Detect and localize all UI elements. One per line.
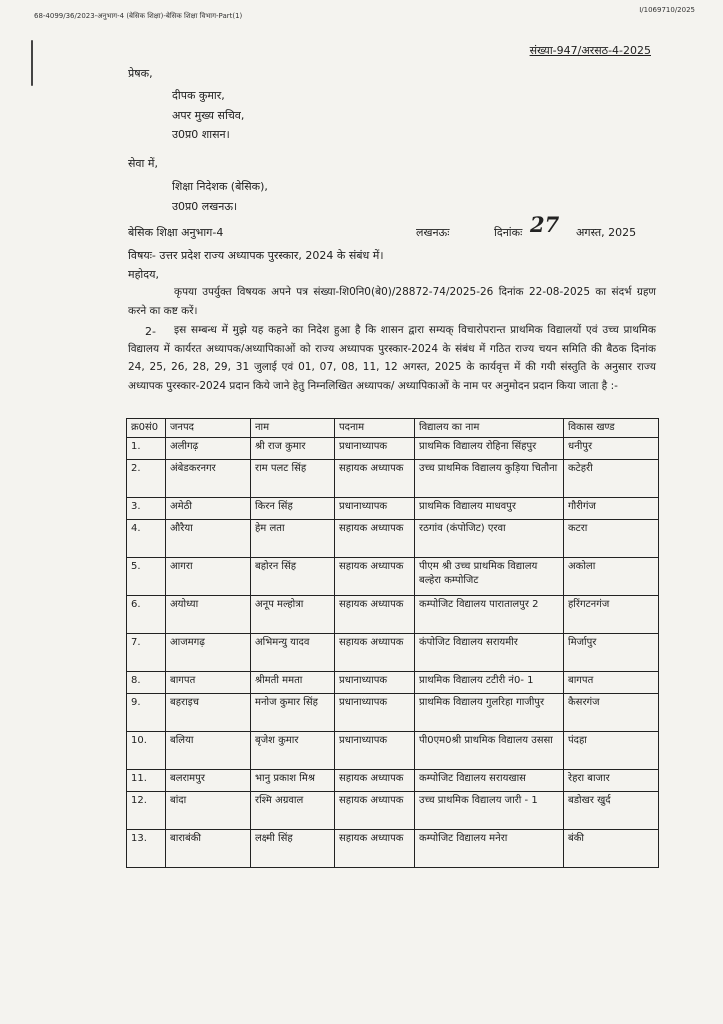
school-cell: कम्पोजिट विद्यालय सरायखास — [415, 770, 564, 792]
school-cell: उच्च प्राथमिक विद्यालय कुड़िया चितौना — [415, 460, 564, 498]
school-cell: प्राथमिक विद्यालय टटीरी नं0- 1 — [415, 672, 564, 694]
serial-cell: 11. — [127, 770, 166, 792]
serial-cell: 9. — [127, 694, 166, 732]
block-cell: गौरीगंज — [564, 498, 659, 520]
subject-line: विषयः- उत्तर प्रदेश राज्य अध्यापक पुरस्कार, 2024 के संबंध में। — [128, 249, 384, 262]
designation-cell: सहायक अध्यापक — [335, 634, 415, 672]
table-row — [127, 732, 659, 770]
district-cell: आजमगढ़ — [166, 634, 251, 672]
name-cell: श्री राज कुमार — [251, 438, 335, 460]
letter-number: संख्या-947/अरसठ-4-2025 — [529, 44, 651, 57]
designation-cell: सहायक अध्यापक — [335, 830, 415, 868]
school-cell: रठगांव (कंपोजिट) एरवा — [415, 520, 564, 558]
column-header-name: नाम — [251, 419, 335, 438]
column-header-designation: पदनाम — [335, 419, 415, 438]
file-reference: 68-4099/36/2023-अनुभाग-4 (बेसिक शिक्षा)-बेसिक शिक्षा विभाग-Part(1) — [34, 12, 243, 20]
district-cell: बलरामपुर — [166, 770, 251, 792]
column-header-district: जनपद — [166, 419, 251, 438]
table-row — [127, 596, 659, 634]
name-cell: भानु प्रकाश मिश्र — [251, 770, 335, 792]
document-id: I/1069710/2025 — [639, 6, 695, 14]
date-label: दिनांकः — [494, 226, 523, 239]
recipient-place: उ0प्र0 लखनऊ। — [172, 200, 238, 213]
district-cell: बलिया — [166, 732, 251, 770]
designation-cell: सहायक अध्यापक — [335, 596, 415, 634]
table-row — [127, 694, 659, 732]
table-row — [127, 830, 659, 868]
block-cell: अकोला — [564, 558, 659, 596]
name-cell: बृजेश कुमार — [251, 732, 335, 770]
section-name: बेसिक शिक्षा अनुभाग-4 — [128, 226, 224, 239]
school-cell: कम्पोजिट विद्यालय मनेरा — [415, 830, 564, 868]
district-cell: बाराबंकी — [166, 830, 251, 868]
paragraph-2-number: 2- — [145, 325, 156, 338]
recipient-label: सेवा में, — [128, 157, 158, 170]
designation-cell: सहायक अध्यापक — [335, 558, 415, 596]
district-cell: बांदा — [166, 792, 251, 830]
column-header-block: विकास खण्ड — [564, 419, 659, 438]
paragraph-1: कृपया उपर्युक्त विषयक अपने पत्र संख्या-शि0नि0(बे0)/28872-74/2025-26 दिनांक 22-08-2025 का संदर्भ ग्रहण करने का कष्ट करें। — [128, 286, 656, 317]
block-cell: पंदहा — [564, 732, 659, 770]
serial-cell: 8. — [127, 672, 166, 694]
name-cell: किरन सिंह — [251, 498, 335, 520]
school-cell: उच्च प्राथमिक विद्यालय जारी - 1 — [415, 792, 564, 830]
school-cell: पी0एम0श्री प्राथमिक विद्यालय उससा — [415, 732, 564, 770]
name-cell: हेम लता — [251, 520, 335, 558]
sender-label: प्रेषक, — [128, 67, 153, 80]
district-cell: अलीगढ़ — [166, 438, 251, 460]
designation-cell: प्रधानाध्यापक — [335, 498, 415, 520]
block-cell: कटेहरी — [564, 460, 659, 498]
block-cell: बडोखर खुर्द — [564, 792, 659, 830]
designation-cell: प्रधानाध्यापक — [335, 694, 415, 732]
school-cell: प्राथमिक विद्यालय रोहिना सिंहपुर — [415, 438, 564, 460]
table-row — [127, 438, 659, 460]
designation-cell: सहायक अध्यापक — [335, 792, 415, 830]
block-cell: कैसरगंज — [564, 694, 659, 732]
column-header-serial: क्र0सं0 — [127, 419, 166, 438]
serial-cell: 3. — [127, 498, 166, 520]
designation-cell: सहायक अध्यापक — [335, 520, 415, 558]
name-cell: श्रीमती ममता — [251, 672, 335, 694]
school-cell: कंपोजिट विद्यालय सरायमीर — [415, 634, 564, 672]
serial-cell: 2. — [127, 460, 166, 498]
sender-designation: अपर मुख्य सचिव, — [172, 109, 245, 122]
place-label: लखनऊः — [416, 226, 450, 239]
block-cell: कटरा — [564, 520, 659, 558]
school-cell: कम्पोजिट विद्यालय पारातालपुर 2 — [415, 596, 564, 634]
district-cell: अमेठी — [166, 498, 251, 520]
table-header-row — [127, 419, 659, 438]
salutation: महोदय, — [128, 268, 159, 281]
block-cell: मिर्जापुर — [564, 634, 659, 672]
district-cell: आगरा — [166, 558, 251, 596]
table-row — [127, 792, 659, 830]
name-cell: मनोज कुमार सिंह — [251, 694, 335, 732]
designation-cell: प्रधानाध्यापक — [335, 732, 415, 770]
serial-cell: 6. — [127, 596, 166, 634]
block-cell: धनीपुर — [564, 438, 659, 460]
school-cell: प्राथमिक विद्यालय माधवपुर — [415, 498, 564, 520]
table-row — [127, 498, 659, 520]
date-month-year: अगस्त, 2025 — [576, 226, 637, 239]
margin-mark — [31, 40, 33, 86]
name-cell: रश्मि अग्रवाल — [251, 792, 335, 830]
school-cell: प्राथमिक विद्यालय गुलरिहा गाजीपुर — [415, 694, 564, 732]
designation-cell: सहायक अध्यापक — [335, 770, 415, 792]
serial-cell: 13. — [127, 830, 166, 868]
table-row — [127, 770, 659, 792]
sender-name: दीपक कुमार, — [172, 89, 225, 102]
serial-cell: 4. — [127, 520, 166, 558]
serial-cell: 7. — [127, 634, 166, 672]
paragraph-2: इस सम्बन्ध में मुझे यह कहने का निदेश हुआ है कि शासन द्वारा सम्यक् विचारोपरान्त प्राथमिक विद्यालयों एवं उच्च प्राथमिक विद्यालय में कार्यरत अध्यापक/अध्यापिकाओं को राज्य अध्यापक पुरस्कार-2024 के संबंध में गठित राज्य चयन समिति की बैठक दिनांक 24, 25, 26, 28, 29, 31 जुलाई एवं 01, 07, 08, 11, 12 अगस्त, 2025 के कार्यवृत्त में की गयी संस्तुति के अनुसार राज्य अध्यापक पुरस्कार-2024 प्रदान किये जाने हेतु निम्नलिखित अध्यापक/ अध्यापिकाओं के नाम पर अनुमोदन प्रदान किया जाता है :- — [128, 324, 656, 392]
block-cell: बंकी — [564, 830, 659, 868]
name-cell: राम पलट सिंह — [251, 460, 335, 498]
designation-cell: प्रधानाध्यापक — [335, 672, 415, 694]
name-cell: लक्ष्मी सिंह — [251, 830, 335, 868]
column-header-school: विद्यालय का नाम — [415, 419, 564, 438]
district-cell: बहराइच — [166, 694, 251, 732]
serial-cell: 10. — [127, 732, 166, 770]
block-cell: हरिंगटनगंज — [564, 596, 659, 634]
designation-cell: प्रधानाध्यापक — [335, 438, 415, 460]
school-cell: पीएम श्री उच्च प्राथमिक विद्यालय बल्हेरा कम्पोजिट — [415, 558, 564, 596]
table-row — [127, 460, 659, 498]
block-cell: बागपत — [564, 672, 659, 694]
designation-cell: सहायक अध्यापक — [335, 460, 415, 498]
awardee-table — [126, 418, 659, 868]
table-row — [127, 634, 659, 672]
district-cell: बागपत — [166, 672, 251, 694]
name-cell: अभिमन्यु यादव — [251, 634, 335, 672]
serial-cell: 1. — [127, 438, 166, 460]
serial-cell: 12. — [127, 792, 166, 830]
handwritten-date-day: 27 — [530, 212, 560, 237]
serial-cell: 5. — [127, 558, 166, 596]
table-row — [127, 558, 659, 596]
table-row — [127, 672, 659, 694]
sender-office: उ0प्र0 शासन। — [172, 128, 230, 141]
name-cell: बहोरन सिंह — [251, 558, 335, 596]
district-cell: औरैया — [166, 520, 251, 558]
name-cell: अनूप मल्होत्रा — [251, 596, 335, 634]
block-cell: रेहरा बाजार — [564, 770, 659, 792]
district-cell: अंबेडकरनगर — [166, 460, 251, 498]
district-cell: अयोध्या — [166, 596, 251, 634]
table-row — [127, 520, 659, 558]
recipient-designation: शिक्षा निदेशक (बेसिक), — [172, 180, 268, 193]
